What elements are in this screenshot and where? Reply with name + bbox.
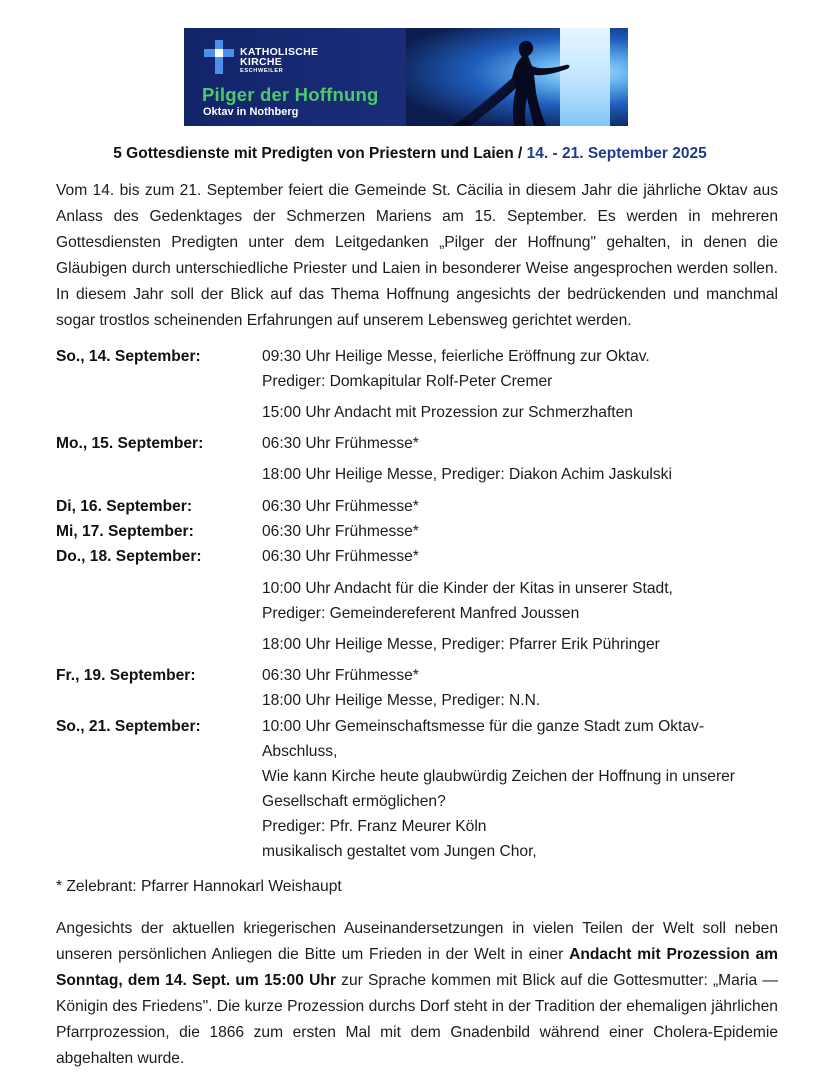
schedule-entries: [262, 462, 762, 487]
schedule-entries: [262, 663, 762, 713]
schedule-entries: [262, 494, 762, 519]
schedule-day: Do., 18. September:: [56, 548, 202, 565]
schedule-entry: Gesellschaft ermöglichen?: [262, 793, 446, 810]
schedule-entries: [262, 519, 762, 544]
schedule-entry: 10:00 Uhr Gemeinschaftsmesse für die ganze Stadt zum Oktav-: [262, 718, 705, 735]
schedule-entry: 10:00 Uhr Andacht für die Kinder der Kitas in unserer Stadt,: [262, 580, 673, 597]
schedule-entries: [262, 714, 762, 864]
page-title: [0, 145, 820, 163]
footnote: * Zelebrant: Pfarrer Hannokarl Weishaupt: [56, 878, 342, 895]
schedule-entries: [262, 431, 762, 456]
schedule-entry: 06:30 Uhr Frühmesse*: [262, 548, 419, 565]
closing-paragraph: [56, 916, 778, 1072]
schedule-entry: 18:00 Uhr Heilige Messe, Prediger: Diakon Achim Jaskulski: [262, 466, 672, 483]
schedule-entry: 06:30 Uhr Frühmesse*: [262, 667, 419, 684]
closing-text-end: zur Sprache kommen mit Blick auf die Gottesmutter: „Maria — Königin des Friedens". Die kurze Prozession durchs Dorf steht in der Tradition der ehemaligen jährlichen Pfarrprozession, die 1866 zum ersten Mal mit dem Gnadenbild während einer Cholera-Epidemie abgehalten wurde.: [56, 972, 778, 1067]
schedule-entry: 09:30 Uhr Heilige Messe, feierliche Eröffnung zur Oktav.: [262, 348, 650, 365]
schedule-entry: musikalisch gestaltet vom Jungen Chor,: [262, 843, 537, 860]
schedule-entry: 15:00 Uhr Andacht mit Prozession zur Schmerzhaften: [262, 404, 633, 421]
pilgrim-silhouette-icon: [416, 30, 628, 126]
schedule-day: Mo., 15. September:: [56, 435, 204, 452]
schedule-entry: Prediger: Gemeindereferent Manfred Joussen: [262, 605, 580, 622]
banner-org-line1: KATHOLISCHE: [240, 46, 319, 58]
banner-title: Pilger der Hoffnung: [202, 84, 379, 105]
schedule-entries: [262, 400, 762, 425]
banner-org-line2: KIRCHE: [240, 56, 283, 68]
schedule-entries: [262, 344, 762, 394]
schedule-entry: Wie kann Kirche heute glaubwürdig Zeichen der Hoffnung in unserer: [262, 768, 736, 785]
header-banner: [184, 28, 628, 126]
schedule-entry: Prediger: Pfr. Franz Meurer Köln: [262, 818, 487, 835]
schedule-entries: [262, 576, 762, 626]
page-title-dates: 14. - 21. September 2025: [526, 145, 707, 162]
schedule-entry: Abschluss,: [262, 743, 338, 760]
page-title-text: 5 Gottesdienste mit Predigten von Priestern und Laien /: [113, 145, 527, 162]
banner-org-name: [240, 47, 318, 67]
schedule-day: Fr., 19. September:: [56, 667, 196, 684]
banner-org-sub: ESCHWEILER: [240, 68, 284, 74]
schedule-entries: [262, 544, 762, 569]
schedule-entry: 18:00 Uhr Heilige Messe, Prediger: Pfarrer Erik Pühringer: [262, 636, 660, 653]
intro-paragraph: Vom 14. bis zum 21. September feiert die Gemeinde St. Cäcilia in diesem Jahr die jährliche Oktav aus Anlass des Gedenktages der Schmerzen Mariens am 15. September. Es werden in mehreren Gottesdiensten Predigten unter dem Leitgedanken „Pilger der Hoffnung" gehalten, in denen die Gläubigen durch unterschiedliche Priester und Laien in besonderer Weise angesprochen werden sollen. In diesem Jahr soll der Blick auf das Thema Hoffnung angesichts der bedrückenden und manchmal sogar trostlos scheinenden Erfahrungen auf unserem Lebensweg gerichtet werden.: [56, 182, 778, 329]
banner-subtitle: Oktav in Nothberg: [203, 106, 299, 118]
schedule-day: So., 14. September:: [56, 348, 201, 365]
schedule-day: Mi, 17. September:: [56, 523, 194, 540]
schedule-entry: Prediger: Domkapitular Rolf-Peter Cremer: [262, 373, 553, 390]
closing-text-start: Angesichts der aktuellen kriegerischen Auseinandersetzungen in vielen Teilen der Welt soll neben unseren persönlichen Anliegen die Bitte um Frieden in der Welt in einer: [56, 920, 778, 963]
schedule-entry: 06:30 Uhr Frühmesse*: [262, 498, 419, 515]
schedule-entries: [262, 632, 762, 657]
cross-logo-icon: [204, 40, 234, 74]
schedule-entry: 06:30 Uhr Frühmesse*: [262, 435, 419, 452]
schedule-day: So., 21. September:: [56, 718, 201, 735]
schedule-day: Di, 16. September:: [56, 498, 193, 515]
schedule-entry: 18:00 Uhr Heilige Messe, Prediger: N.N.: [262, 692, 541, 709]
schedule-entry: 06:30 Uhr Frühmesse*: [262, 523, 419, 540]
closing-highlight: Andacht mit Prozession am Sonntag, dem 14. Sept. um 15:00 Uhr: [56, 946, 778, 989]
